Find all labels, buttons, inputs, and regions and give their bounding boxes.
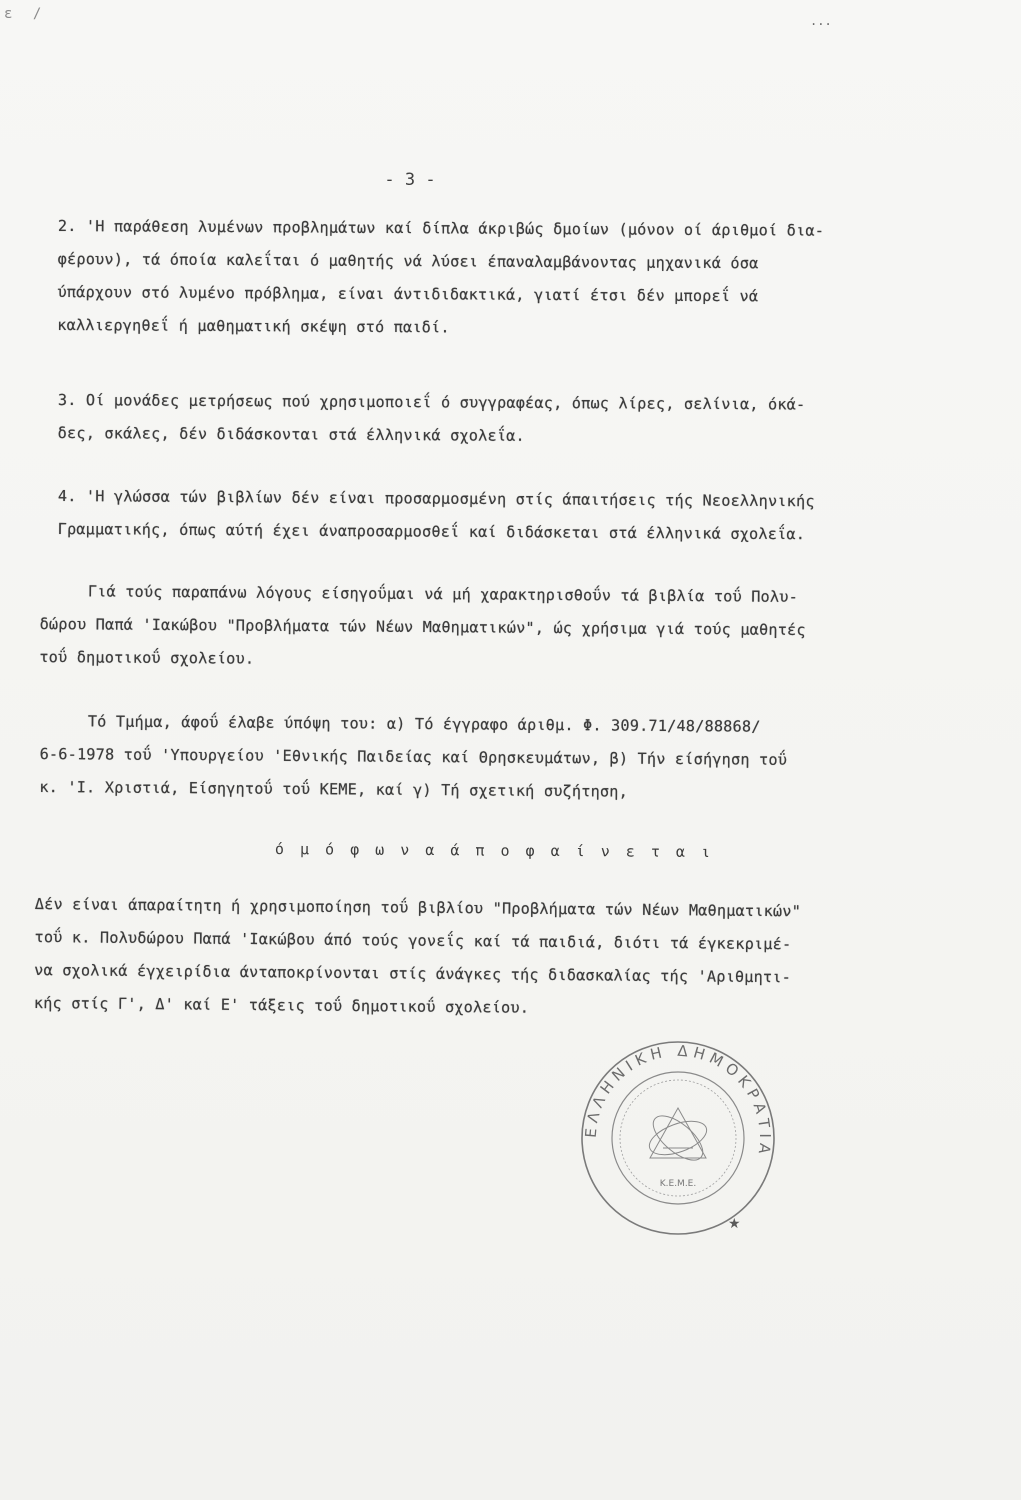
decision-paragraph bbox=[34, 888, 801, 1027]
text-line: κ. 'Ι. Χριστιά, Είσηγητοΰ τοΰ ΚΕΜΕ, καί γ) Τή σχετική συζήτηση, bbox=[39, 777, 629, 801]
text-line: Δέν είναι άπαραίτητη ή χρησιμοποίηση τοΰ βιβλίου "Προβλήματα τών Νέων Μαθηματικών" bbox=[34, 894, 802, 921]
text-line: Γιά τούς παραπάνω λόγους είσηγοΰμαι νά μή χαρακτηρισθοΰν τά βιβλία τοΰ Πολυ- bbox=[87, 582, 799, 606]
stamp-inner-text: Κ.Ε.Μ.Ε. bbox=[659, 1179, 697, 1189]
stamp-seal-icon bbox=[578, 1038, 778, 1238]
text-line: τοΰ κ. Πολυδώρου Παπά 'Ιακώβου άπό τούς γονεΐς καί τά παιδιά, διότι τά έγκεκριμέ- bbox=[34, 927, 792, 954]
recommendation-paragraph bbox=[39, 575, 806, 680]
decision-heading: ό μ ό φ ω ν α ά π ο φ α ί ν ε τ α ι bbox=[274, 840, 714, 862]
top-right-mark: ... bbox=[810, 14, 832, 28]
text-line: 3. Οί μονάδες μετρήσεως πού χρησιμοποιεΐ ό συγγραφέας, όπως λίρες, σελίνια, όκά- bbox=[57, 390, 806, 414]
basis-paragraph bbox=[39, 705, 787, 810]
svg-text:ΕΛΛΗΝΙΚΗ ΔΗΜΟΚΡΑΤΙΑ bbox=[582, 1042, 774, 1160]
official-stamp bbox=[578, 1038, 778, 1238]
text-line: 4. 'Η γλώσσα τών βιβλίων δέν είναι προσαρμοσμένη στίς άπαιτήσεις τής Νεοελληνικής bbox=[57, 486, 815, 511]
text-line: 6-6-1978 τοΰ 'Υπουργείου 'Εθνικής Παιδείας καί Θρησκευμάτων, β) Τήν είσήγηση τοΰ bbox=[39, 744, 788, 769]
text-line: δες, σκάλες, δέν διδάσκονται στά έλληνικά σχολεΐα. bbox=[57, 423, 525, 445]
stamp-outer-text: ΕΛΛΗΝΙΚΗ ΔΗΜΟΚΡΑΤΙΑ bbox=[581, 1041, 775, 1160]
text-line: Γραμματικής, όπως αύτή έχει άναπροσαρμοσθεΐ καί διδάσκεται στά έλληνικά σχολεΐα. bbox=[57, 519, 806, 544]
text-line: 2. 'Η παράθεση λυμένων προβλημάτων καί δίπλα άκριβώς δμοίων (μόνον οί άριθμοί δια- bbox=[57, 216, 825, 240]
text-line: Τό Τμήμα, άφοΰ έλαβε ύπόψη του: α) Τό έγγραφο άριθμ. Φ. 309.71/48/88868/ bbox=[87, 712, 761, 736]
text-line: να σχολικά έγχειρίδια άνταποκρίνονται στίς άνάγκες τής διδασκαλίας τής 'Αριθμητι- bbox=[34, 960, 792, 987]
page-number: - 3 - bbox=[384, 170, 436, 190]
text-line: δώρου Παπά 'Ιακώβου "Προβλήματα τών Νέων Μαθηματικών", ώς χρήσιμα γιά τούς μαθητές bbox=[39, 614, 806, 640]
star-icon: ★ bbox=[728, 1216, 741, 1232]
text-line: ύπάρχουν στό λυμένο πρόβλημα, είναι άντιδιδακτικά, γιατί έτσι δέν μπορεΐ νά bbox=[57, 282, 759, 306]
text-line: φέρουν), τά όποία καλεΐται ό μαθητής νά λύσει έπαναλαμβάνοντας μηχανικά όσα bbox=[57, 249, 759, 273]
corner-mark: ε / bbox=[4, 6, 48, 22]
text-line: κής στίς Γ', Δ' καί Ε' τάξεις τοΰ δημοτικοΰ σχολείου. bbox=[33, 993, 530, 1017]
point-3 bbox=[58, 384, 806, 455]
text-line: καλλιεργηθεΐ ή μαθηματική σκέψη στό παιδί. bbox=[57, 315, 450, 337]
point-4 bbox=[58, 480, 815, 551]
text-line: τοΰ δημοτικοΰ σχολείου. bbox=[39, 647, 255, 668]
point-2 bbox=[57, 210, 824, 347]
